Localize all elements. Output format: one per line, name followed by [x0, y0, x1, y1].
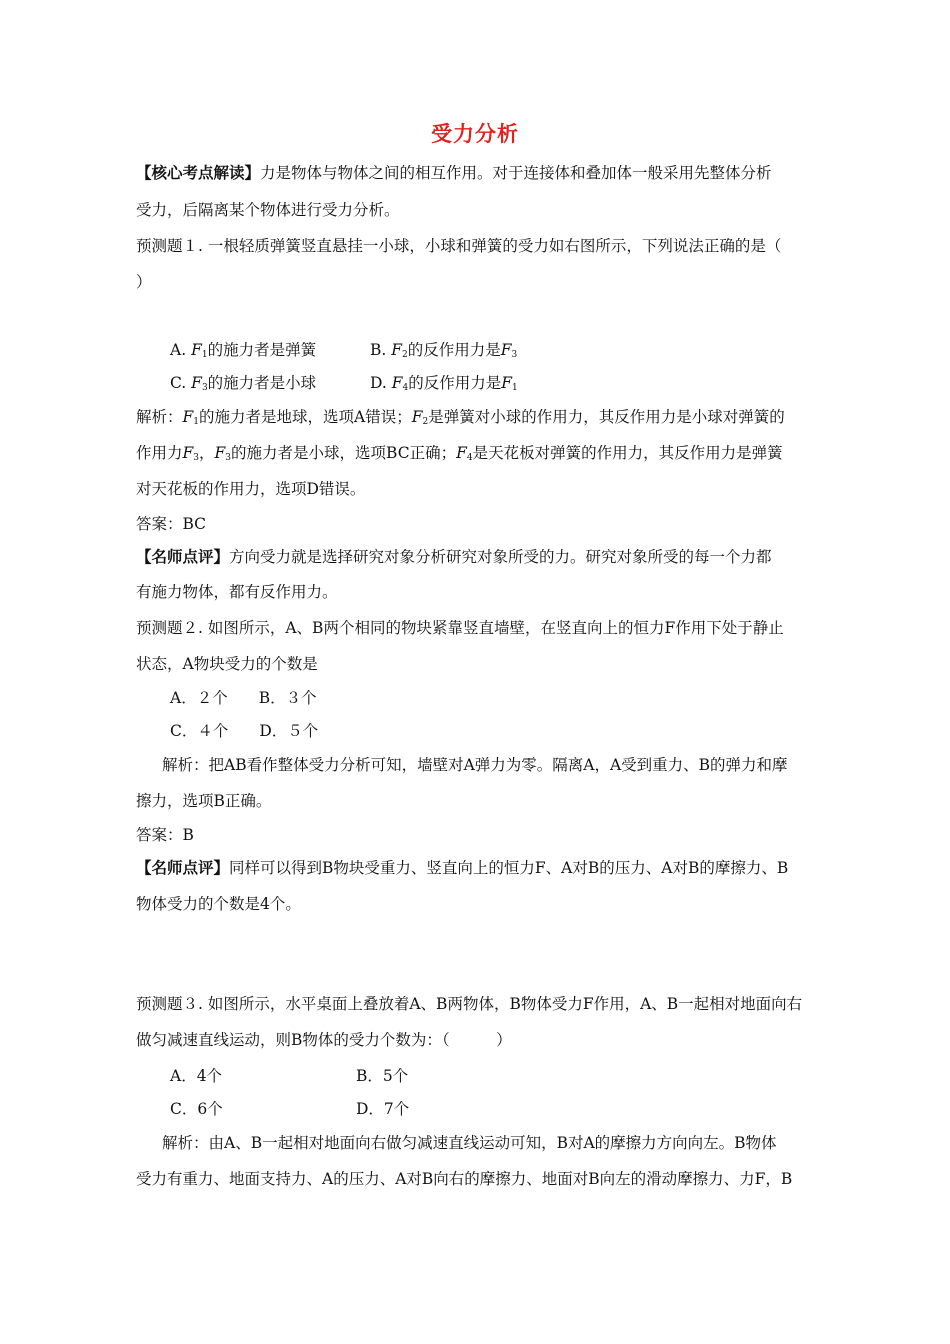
force-symbol: $F_1$	[501, 374, 518, 393]
force-symbol: $F_2$	[391, 341, 408, 360]
q1-comment-line-2: 有施力物体，都有反作用力。	[136, 583, 338, 601]
q1-option-a: A. $F_1$的施力者是弹簧	[170, 341, 317, 360]
q3-stem-line-1: 预测题３. 如图所示，水平桌面上叠放着A、B两物体，B物体受力F作用，A、B一起相对地面向右	[136, 995, 803, 1013]
force-symbol: $F_1$	[191, 341, 208, 360]
q3-analysis-line-2: 受力有重力、地面支持力、A的压力、A对B向右的摩擦力、地面对B向左的滑动摩擦力、力F，B	[136, 1170, 793, 1188]
q2-stem-line-2: 状态，A物块受力的个数是	[136, 655, 318, 673]
q1-comment-tag: 【名师点评】	[136, 547, 230, 566]
q1-analysis-line-2: 作用力$F_3$，$F_3$的施力者是小球，选项BC正确；$F_4$是天花板对弹簧的作用力，其反作用力是弹簧	[136, 444, 783, 463]
force-symbol: $F_3$	[214, 444, 232, 463]
q1-stem-line-1: 预测题１. 一根轻质弹簧竖直悬挂一小球，小球和弹簧的受力如右图所示，下列说法正确的是（	[136, 237, 782, 255]
q3-option-a: A．4个	[170, 1067, 223, 1085]
q1-option-b: B. $F_2$的反作用力是$F_3$	[370, 341, 518, 360]
force-symbol: $F_4$	[456, 444, 473, 463]
q1-comment-line-1	[136, 547, 816, 567]
q3-option-c: C．6个	[170, 1100, 223, 1118]
intro-line-2: 受力，后隔离某个物体进行受力分析。	[136, 201, 400, 219]
q2-analysis-line-1: 解析：把AB看作整体受力分析可知，墙壁对A弹力为零。隔离A，A受到重力、B的弹力和摩	[162, 756, 788, 774]
q2-analysis-line-2: 擦力，选项B正确。	[136, 792, 272, 810]
force-symbol: $F_3$	[191, 374, 208, 393]
q1-analysis-line-3: 对天花板的作用力，选项D错误。	[136, 480, 366, 498]
q3-option-b: B．5个	[356, 1067, 409, 1085]
q1-stem-line-2: ）	[136, 273, 152, 291]
q1-answer: 答案：BC	[136, 515, 207, 533]
q1-analysis-line-1: 解析：$F_1$的施力者是地球，选项A错误；$F_2$是弹簧对小球的作用力，其反作用力是小球对弹簧的	[136, 408, 785, 427]
intro-text-1: 力是物体与物体之间的相互作用。对于连接体和叠加体一般采用先整体分析	[260, 164, 772, 182]
page-title: 受力分析	[431, 122, 519, 146]
intro-tag: 【核心考点解读】	[136, 163, 261, 182]
q2-options-cd: C．４个 D．５个	[170, 722, 319, 740]
intro-line-1	[136, 163, 816, 183]
q1-option-d: D. $F_4$的反作用力是$F_1$	[370, 374, 518, 393]
q3-analysis-line-1: 解析：由A、B一起相对地面向右做匀减速直线运动可知，B对A的摩擦力方向向左。B物体	[162, 1134, 777, 1152]
q2-stem-line-1: 预测题２. 如图所示，A、B两个相同的物块紧靠竖直墙壁，在竖直向上的恒力F作用下处于静止	[136, 619, 784, 637]
q2-comment-text-1: 同样可以得到B物块受重力、竖直向上的恒力F、A对B的压力、A对B的摩擦力、B	[229, 859, 789, 877]
q2-comment-line-1	[136, 858, 816, 878]
force-symbol: $F_3$	[182, 444, 200, 463]
q3-stem-line-2: 做匀减速直线运动，则B物体的受力个数为：（ ）	[136, 1031, 512, 1049]
q2-options-ab: A．２个 B．３个	[170, 689, 317, 707]
force-symbol: $F_3$	[500, 341, 518, 360]
force-symbol: $F_2$	[411, 408, 429, 427]
force-symbol: $F_4$	[391, 374, 409, 393]
q3-option-d: D．7个	[356, 1100, 410, 1118]
force-symbol: $F_1$	[182, 408, 200, 427]
q1-comment-text-1: 方向受力就是选择研究对象分析研究对象所受的力。研究对象所受的每一个力都	[229, 548, 772, 566]
q2-comment-line-2: 物体受力的个数是4个。	[136, 895, 301, 913]
q2-answer: 答案：B	[136, 826, 194, 844]
q1-option-c: C. $F_3$的施力者是小球	[170, 374, 317, 393]
q2-comment-tag: 【名师点评】	[136, 858, 230, 877]
